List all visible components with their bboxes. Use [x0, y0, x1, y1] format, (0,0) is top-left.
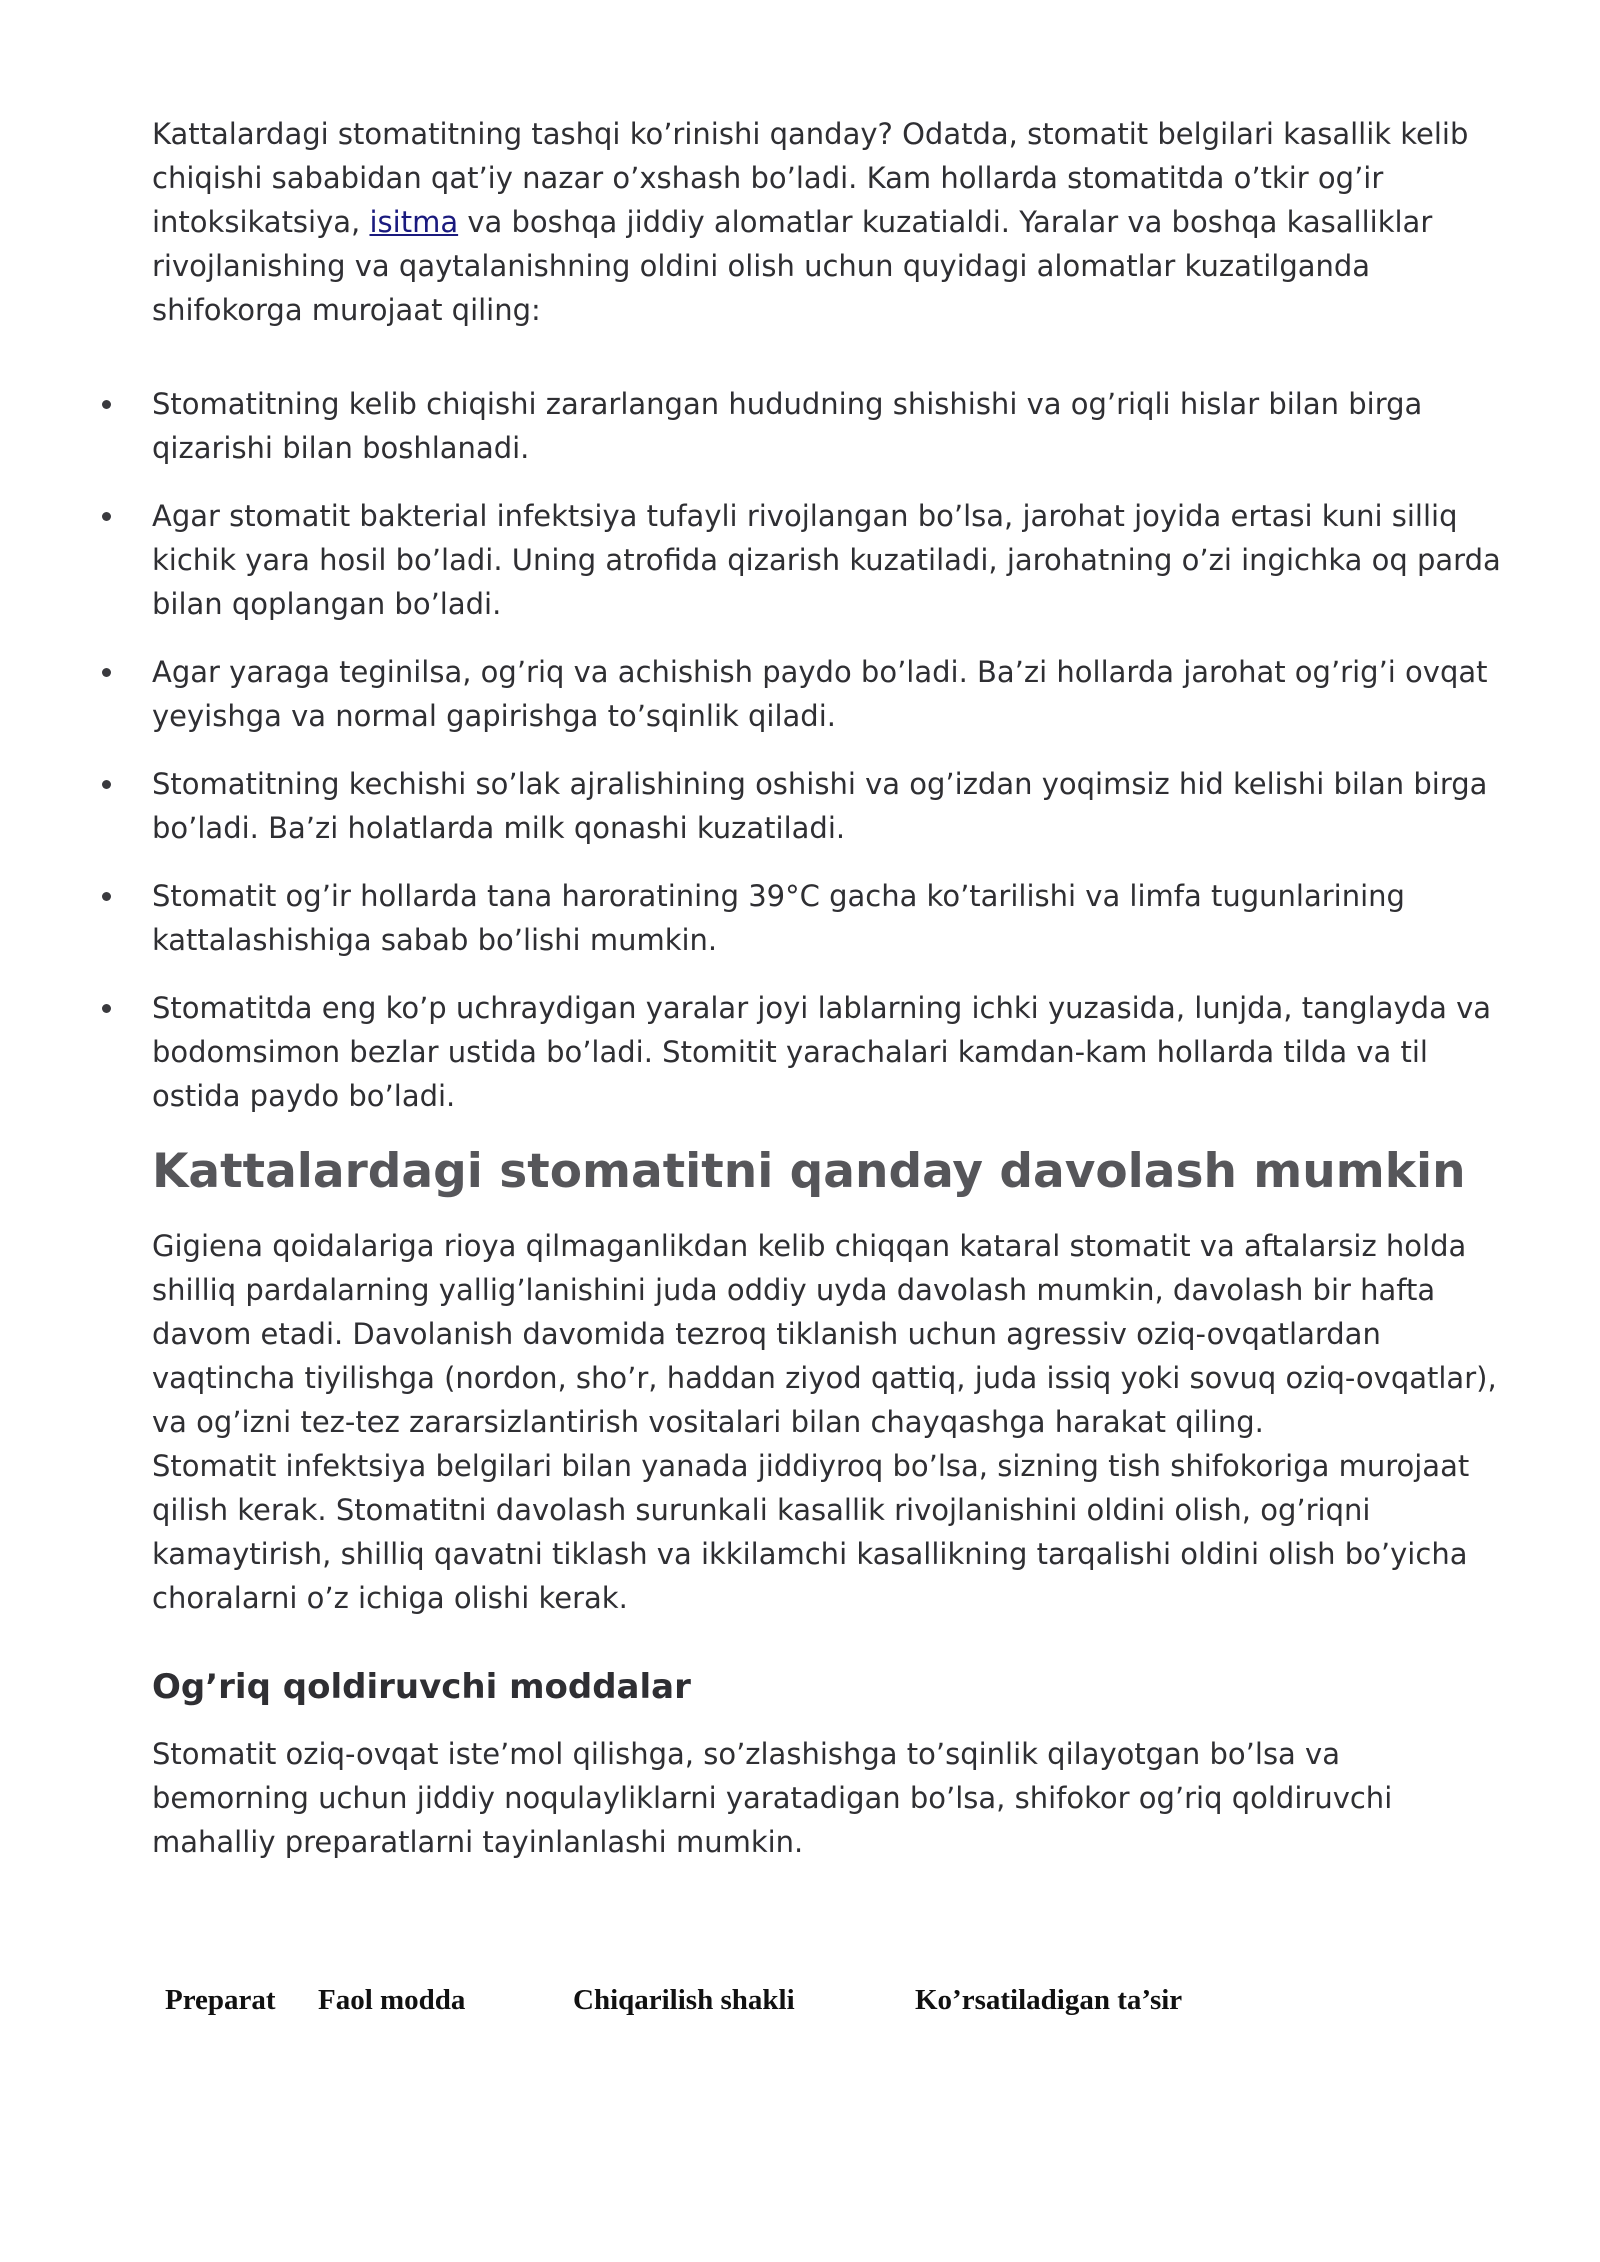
table-header-faol-modda: Faol modda: [318, 1984, 466, 2016]
list-item: [152, 762, 1502, 850]
bullet-icon: [102, 400, 111, 409]
list-item-text: Stomatitda eng ko’p uchraydigan yaralar joyi lablarning ichki yuzasida, lunjda, tanglayda va bodomsimon bezlar ustida bo’ladi. Stomitit yarachalari kamdan-kam hollarda tilda va til ostida paydo bo’ladi.: [152, 991, 1491, 1113]
subsection-heading: Og’riq qoldiruvchi moddalar: [152, 1667, 691, 1707]
list-item-text: Agar yaraga teginilsa, og’riq va achishish paydo bo’ladi. Ba’zi hollarda jarohat og’rig’i ovqat yeyishga va normal gapirishga to’sqinlik qiladi.: [152, 655, 1488, 733]
bullet-icon: [102, 892, 111, 901]
list-item-text: Stomatitning kechishi so’lak ajralishining oshishi va og’izdan yoqimsiz hid kelishi bilan birga bo’ladi. Ba’zi holatlarda milk qonashi kuzatiladi.: [152, 767, 1488, 845]
list-item-text: Agar stomatit bakterial infektsiya tufayli rivojlangan bo’lsa, jarohat joyida ertasi kuni silliq kichik yara hosil bo’ladi. Uning atrofida qizarish kuzatiladi, jarohatning o’zi ingichka oq parda bilan qoplangan bo’ladi.: [152, 499, 1501, 621]
table-header-chiqarilish-shakli: Chiqarilish shakli: [573, 1984, 795, 2016]
treatment-paragraph-1: Gigiena qoidalariga rioya qilmaganlikdan kelib chiqqan kataral stomatit va aftalarsiz holda shilliq pardalarning yallig’lanishini juda oddiy uyda davolash mumkin, davolash bir hafta davom etadi. Davolanish davomida tezroq tiklanish uchun agressiv oziq-ovqatlardan vaqtincha tiyilishga (nordon, sho’r, haddan ziyod qattiq, juda issiq yoki sovuq oziq-ovqatlar), va og’izni tez-tez zararsizlantirish vositalari bilan chayqashga harakat qiling.: [152, 1229, 1497, 1439]
list-item-text: Stomatitning kelib chiqishi zararlangan hududning shishishi va og’riqli hislar bilan birga qizarishi bilan boshlanadi.: [152, 387, 1423, 465]
bullet-icon: [102, 668, 111, 677]
table-header-row: [0, 1984, 1600, 2024]
bullet-icon: [102, 1004, 111, 1013]
intro-text-start: Kattalardagi stomatitning tashqi ko’rinishi qanday? Odatda, stomatit belgilari kasallik kelib chiqishi sababidan qat’iy nazar o’xshash bo’ladi. Kam hollarda stomatitda o’tkir og’ir intoksikatsiya,: [152, 117, 1469, 239]
list-item: [152, 650, 1502, 738]
document-page: [152, 112, 1502, 1864]
symptoms-list: [152, 382, 1502, 1118]
isitma-link[interactable]: isitma: [369, 205, 459, 239]
list-item: [152, 874, 1502, 962]
table-header-preparat: Preparat: [165, 1984, 276, 2016]
painkillers-paragraph: Stomatit oziq-ovqat iste’mol qilishga, so’zlashishga to’sqinlik qilayotgan bo’lsa va bemorning uchun jiddiy noqulayliklarni yaratadigan bo’lsa, shifokor og’riq qoldiruvchi mahalliy preparatlarni tayinlanlashi mumkin.: [152, 1737, 1393, 1859]
list-item: [152, 986, 1502, 1118]
intro-text-end: va boshqa jiddiy alomatlar kuzatialdi. Yaralar va boshqa kasalliklar rivojlanishing va qaytalanishning oldini olish uchun quyidagi alomatlar kuzatilganda shifokorga murojaat qiling:: [152, 205, 1433, 327]
intro-paragraph: [152, 112, 1502, 332]
list-item: [152, 494, 1502, 626]
section-heading: Kattalardagi stomatitni qanday davolash mumkin: [152, 1144, 1466, 1199]
table-header-korsatiladigan-tasir: Ko’rsatiladigan ta’sir: [915, 1984, 1183, 2016]
list-item: [152, 382, 1502, 470]
treatment-paragraph-2: Stomatit infektsiya belgilari bilan yanada jiddiyroq bo’lsa, sizning tish shifokoriga murojaat qilish kerak. Stomatitni davolash surunkali kasallik rivojlanishini oldini olish, og’riqni kamaytirish, shilliq qavatni tiklash va ikkilamchi kasallikning tarqalishi oldini olish bo’yicha choralarni o’z ichiga olishi kerak.: [152, 1449, 1470, 1615]
bullet-icon: [102, 512, 111, 521]
list-item-text: Stomatit og’ir hollarda tana haroratining 39°C gacha ko’tarilishi va limfa tugunlarining kattalashishiga sabab bo’lishi mumkin.: [152, 879, 1405, 957]
bullet-icon: [102, 780, 111, 789]
